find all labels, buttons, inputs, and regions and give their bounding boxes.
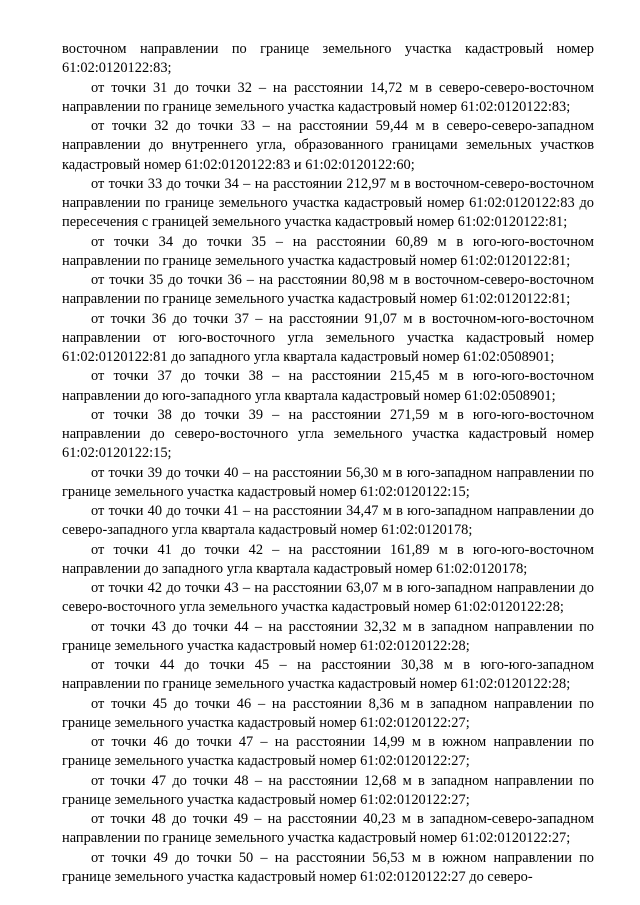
paragraph-point-39-40: от точки 39 до точки 40 – на расстоянии 56,30 м в юго-западном направлении по границе земельного участка кадастровый номер 61:02:0120122:15;	[62, 464, 594, 500]
paragraph-point-42-43: от точки 42 до точки 43 – на расстоянии 63,07 м в юго-западном направлении до северо-восточного угла земельного участка кадастровый номер 61:02:0120122:28;	[62, 580, 594, 616]
paragraph-point-31-32: от точки 31 до точки 32 – на расстоянии 14,72 м в северо-северо-восточном направлении по границе земельного участка кадастровый номер 61:02:0120122:83;	[62, 79, 594, 115]
paragraph-point-48-49: от точки 48 до точки 49 – на расстоянии 40,23 м в западном-северо-западном направлении по границе земельного участка кадастровый номер 61:02:0120122:27;	[62, 811, 594, 847]
paragraph-point-44-45: от точки 44 до точки 45 – на расстоянии 30,38 м в юго-юго-западном направлении по границе земельного участка кадастровый номер 61:02:0120122:28;	[62, 657, 594, 693]
paragraph-point-37-38: от точки 37 до точки 38 – на расстоянии 215,45 м в юго-юго-восточном направлении до юго-западного угла квартала кадастровый номер 61:02:0508901;	[62, 368, 594, 404]
paragraph-point-41-42: от точки 41 до точки 42 – на расстоянии 161,89 м в юго-юго-восточном направлении до западного угла квартала кадастровый номер 61:02:0120178;	[62, 541, 594, 577]
paragraph-point-38-39: от точки 38 до точки 39 – на расстоянии 271,59 м в юго-юго-восточном направлении до северо-восточного угла земельного участка кадастровый номер 61:02:0120122:15;	[62, 406, 594, 462]
paragraph-point-46-47: от точки 46 до точки 47 – на расстоянии 14,99 м в южном направлении по границе земельного участка кадастровый номер 61:02:0120122:27;	[62, 734, 594, 770]
paragraph-point-36-37: от точки 36 до точки 37 – на расстоянии 91,07 м в восточном-юго-восточном направлении от юго-восточного угла земельного участка кадастровый номер 61:02:0120122:81 до западного угла квартала кадастровый номер 61:02:0508901;	[62, 310, 594, 365]
paragraph-point-32-33: от точки 32 до точки 33 – на расстоянии 59,44 м в северо-северо-западном направлении до внутреннего угла, образованного границами земельных участков кадастровый номер 61:02:0120122:83 и 61:02:0120122:60;	[62, 118, 594, 173]
paragraph-point-40-41: от точки 40 до точки 41 – на расстоянии 34,47 м в юго-западном направлении до северо-западного угла квартала кадастровый номер 61:02:0120178;	[62, 503, 594, 539]
paragraph-point-34-35: от точки 34 до точки 35 – на расстоянии 60,89 м в юго-юго-восточном направлении по границе земельного участка кадастровый номер 61:02:0120122:81;	[62, 233, 594, 269]
document-page	[62, 40, 594, 887]
paragraph-point-47-48: от точки 47 до точки 48 – на расстоянии 12,68 м в западном направлении по границе земельного участка кадастровый номер 61:02:0120122:27;	[62, 772, 594, 808]
paragraph-point-35-36: от точки 35 до точки 36 – на расстоянии 80,98 м в восточном-северо-восточном направлении по границе земельного участка кадастровый номер 61:02:0120122:81;	[62, 272, 594, 308]
paragraph-continuation: восточном направлении по границе земельного участка кадастровый номер 61:02:0120122:83;	[62, 41, 594, 77]
paragraph-point-49-50: от точки 49 до точки 50 – на расстоянии 56,53 м в южном направлении по границе земельного участка кадастровый номер 61:02:0120122:27 до северо-	[62, 849, 594, 885]
paragraph-point-45-46: от точки 45 до точки 46 – на расстоянии 8,36 м в западном направлении по границе земельного участка кадастровый номер 61:02:0120122:27;	[62, 695, 594, 731]
paragraph-point-43-44: от точки 43 до точки 44 – на расстоянии 32,32 м в западном направлении по границе земельного участка кадастровый номер 61:02:0120122:28;	[62, 618, 594, 654]
paragraph-point-33-34: от точки 33 до точки 34 – на расстоянии 212,97 м в восточном-северо-восточном направлении по границе земельного участка кадастровый номер 61:02:0120122:83 до пересечения с границей земельного участка кадастровый номер 61:02:0120122:81;	[62, 175, 594, 231]
